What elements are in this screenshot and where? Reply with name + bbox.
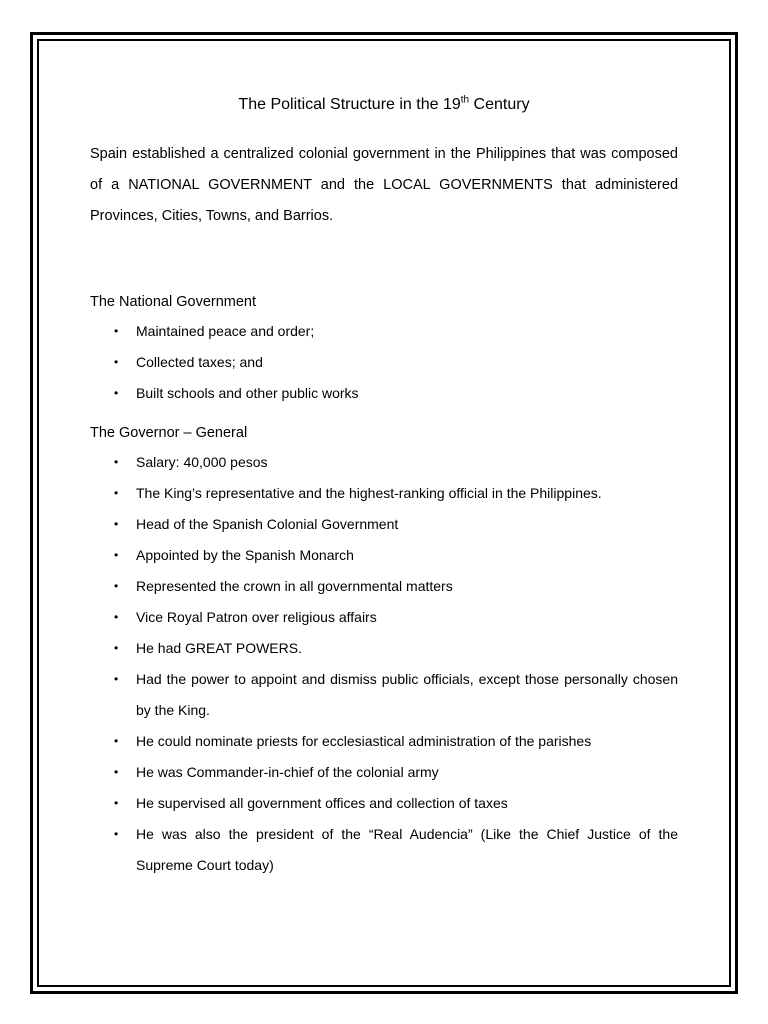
list-item [90,726,678,757]
list-item [90,571,678,602]
list-item-text: Collected taxes; and [136,354,263,370]
list-item [90,447,678,478]
list-item-text: Maintained peace and order; [136,323,315,339]
list-item [90,664,678,726]
list-item-text: The King’s representative and the highest-ranking official in the Philippines. [136,485,602,501]
document-title [90,93,678,117]
governor-general-list [90,447,678,881]
national-government-heading: The National Government [90,294,257,310]
title-end: Century [469,96,530,113]
governor-general-heading: The Governor – General [90,425,248,441]
intro-local-governments: LOCAL GOVERNMENTS [383,177,553,193]
bullet-icon: • [114,765,119,779]
bullet-icon: • [114,486,119,500]
intro-part-2: and the [311,177,384,193]
intro-paragraph [90,139,678,232]
list-item-text: He could nominate priests for ecclesiastical administration of the parishes [136,733,592,749]
bullet-icon: • [114,579,119,593]
list-item [90,478,678,509]
list-item [90,347,678,378]
list-item-text: Had the power to appoint and dismiss public officials, except those personally chosen by the King. [136,671,678,718]
list-item [90,540,678,571]
bullet-icon: • [114,324,119,338]
bullet-icon: • [114,548,119,562]
bullet-icon: • [114,455,119,469]
list-item [90,602,678,633]
bullet-icon: • [114,610,119,624]
list-item-text: Vice Royal Patron over religious affairs [136,609,377,625]
list-item [90,316,678,347]
bullet-icon: • [114,355,119,369]
bullet-icon: • [114,827,119,841]
intro-part-3: that administered Provinces, Cities, Towns, and Barrios. [90,177,679,224]
bullet-icon: • [114,517,119,531]
document-content [90,93,678,881]
list-item-text: Represented the crown in all governmental matters [136,578,453,594]
list-item-text: He was Commander-in-chief of the colonial army [136,764,439,780]
list-item-text: Appointed by the Spanish Monarch [136,547,354,563]
bullet-icon: • [114,796,119,810]
bullet-icon: • [114,641,119,655]
list-item-text: He was also the president of the “Real Audencia” (Like the Chief Justice of the Supreme Court today) [136,826,678,873]
list-item [90,378,678,409]
bullet-icon: • [114,386,119,400]
list-item [90,633,678,664]
title-superscript: th [460,94,470,106]
list-item-text: He supervised all government offices and collection of taxes [136,795,508,811]
title-main: The Political Structure in the 19 [238,96,461,113]
list-item [90,788,678,819]
list-item [90,757,678,788]
list-item-text: He had GREAT POWERS. [136,640,302,656]
national-government-list [90,316,678,409]
list-item-text: Salary: 40,000 pesos [136,454,268,470]
intro-part-1: Spain established a centralized colonial government in the Philippines that was composed of a [90,146,678,193]
list-item [90,509,678,540]
bullet-icon: • [114,672,119,686]
list-item-text: Head of the Spanish Colonial Government [136,516,399,532]
bullet-icon: • [114,734,119,748]
list-item [90,819,678,881]
list-item-text: Built schools and other public works [136,385,359,401]
intro-national-government: NATIONAL GOVERNMENT [128,177,312,193]
